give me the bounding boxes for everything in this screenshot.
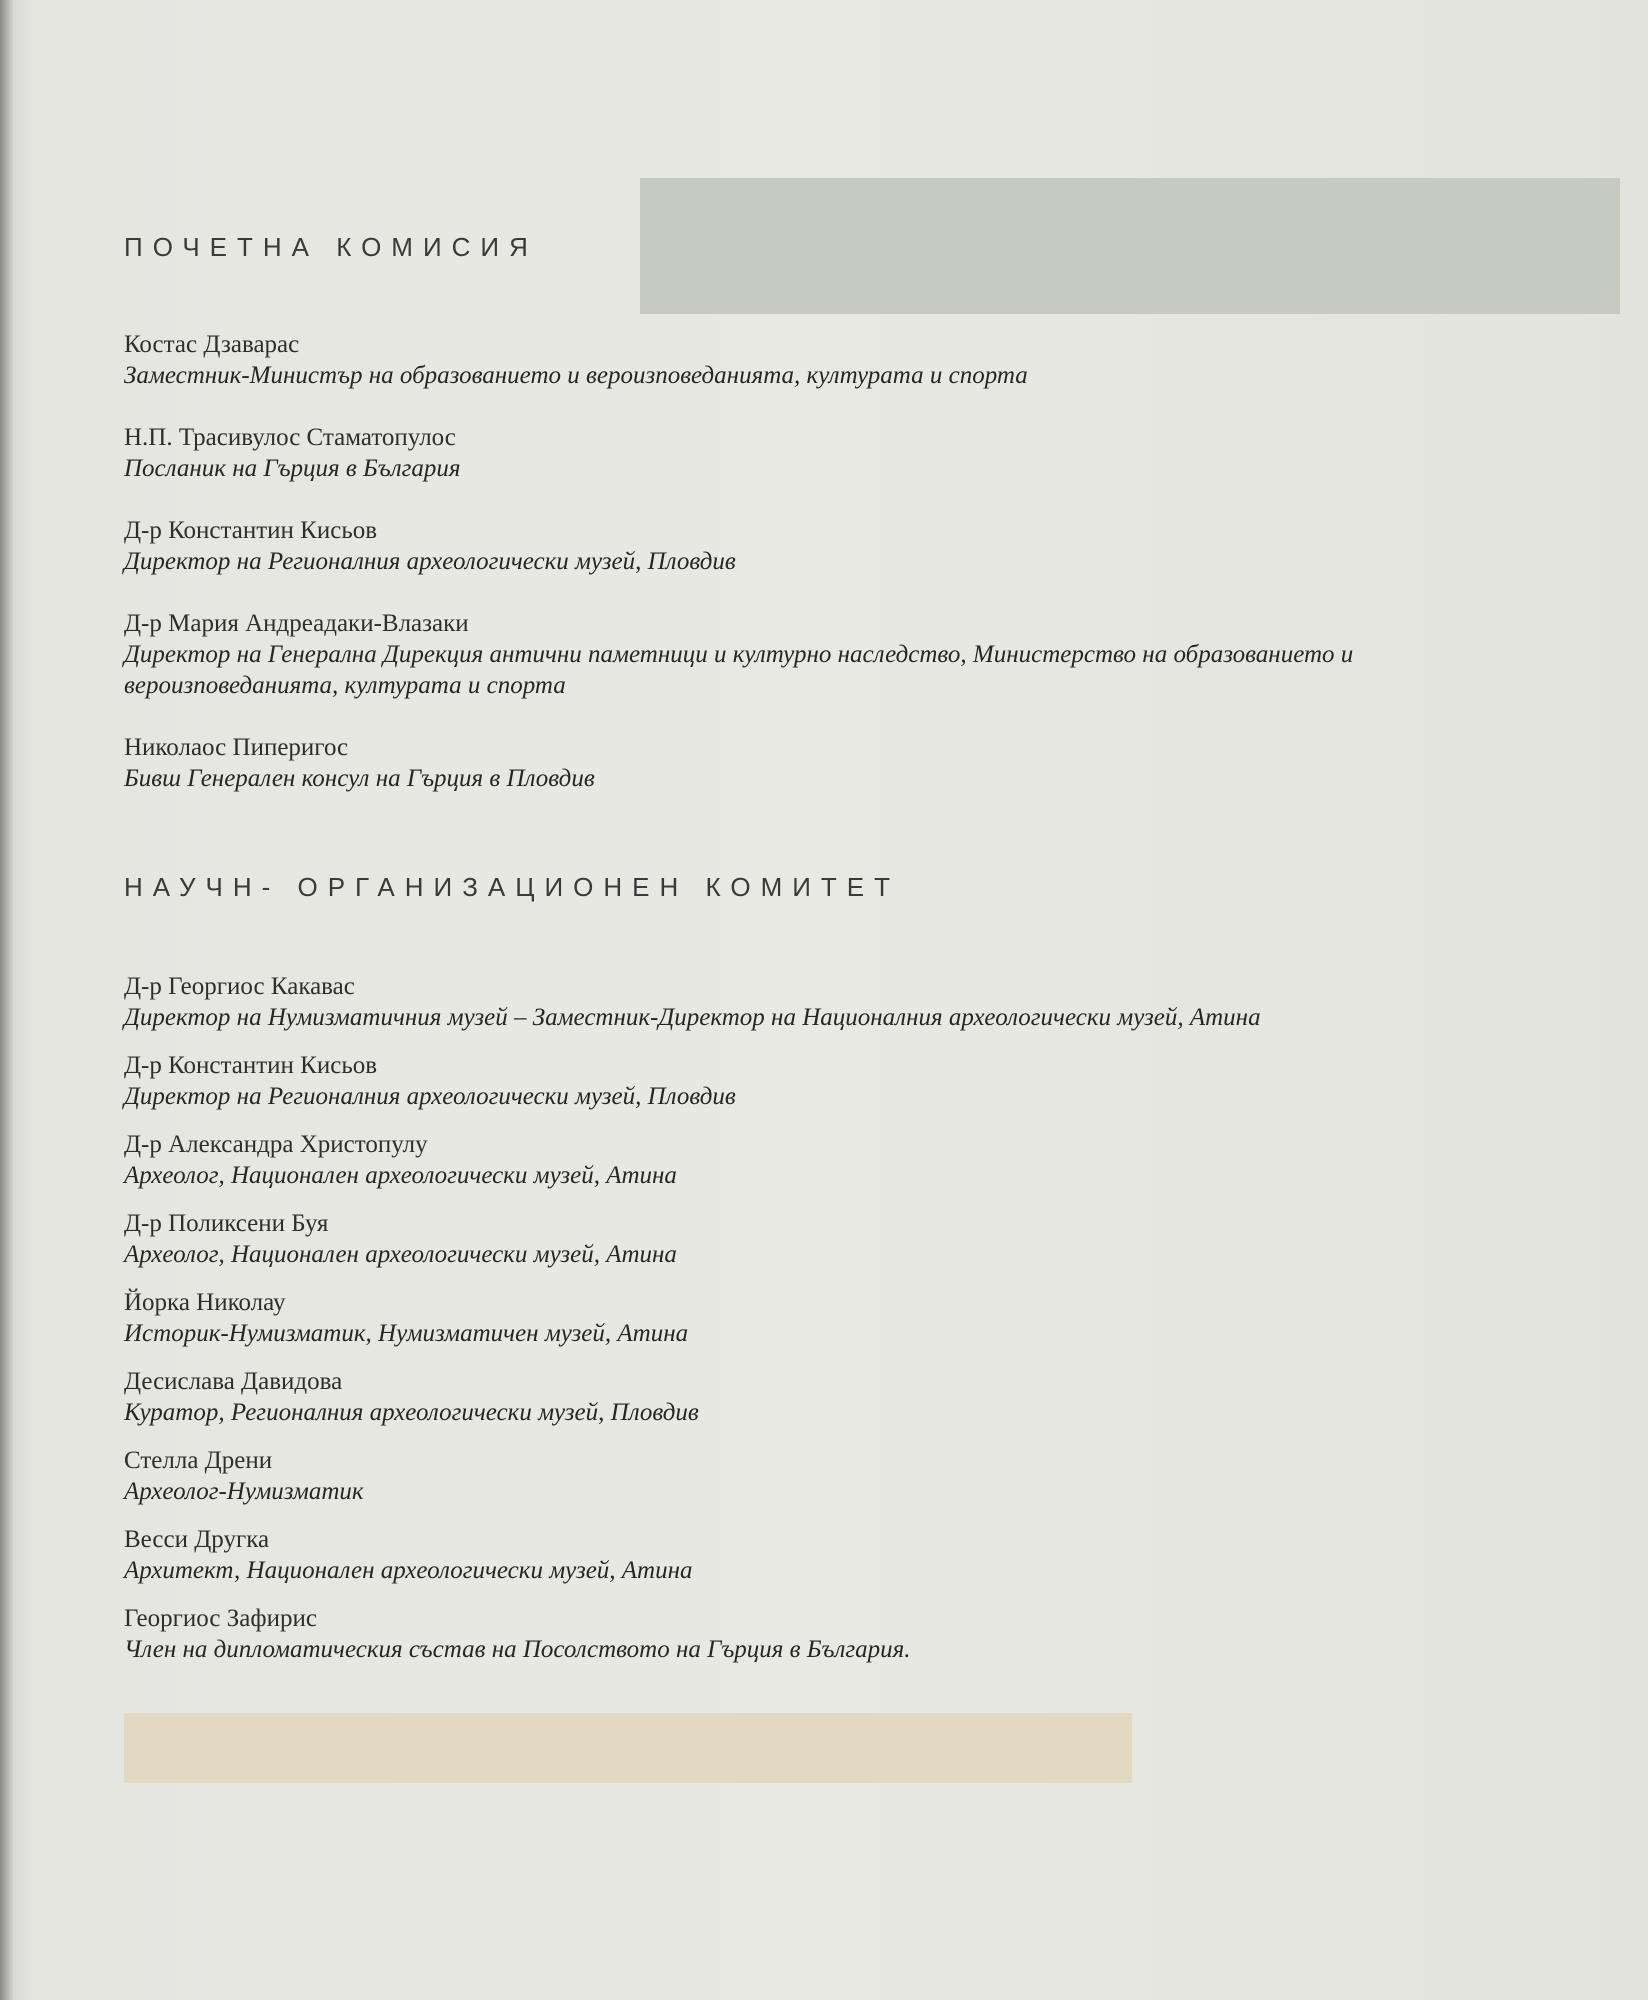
member-name: Йорка Николау [124,1289,286,1316]
member-name: Д-р Константин Кисьов [124,517,378,544]
list-item [124,1366,1524,1428]
list-item [124,608,1524,701]
member-name: Георгиос Зафирис [124,1605,317,1632]
honorary-committee-list [124,329,1524,825]
member-name: Весси Другка [124,1526,270,1553]
list-item [124,1129,1524,1191]
member-name: Десислава Давидова [124,1368,343,1395]
member-role: Директор на Регионалния археологически музей, Пловдив [124,548,736,575]
decorative-tan-band [124,1713,1132,1783]
member-role: Архитект, Национален археологически музей, Атина [124,1557,693,1584]
member-name: Николаос Пиперигос [124,734,349,761]
member-role: Директор на Регионалния археологически музей, Пловдив [124,1083,736,1110]
member-name: Д-р Георгиос Какавас [124,973,355,1000]
member-name: Д-р Александра Христопулу [124,1131,428,1158]
list-item [124,515,1524,577]
list-item [124,1208,1524,1270]
book-spine-shadow [0,0,14,2000]
member-name: Стелла Дрени [124,1447,273,1474]
member-role: Директор на Генерална Дирекция антични паметници и културно наследство, Министерсmво на образованието и вероизповеданията, културата и спорта [124,641,1354,699]
member-role: Археолог-Нумизматик [124,1478,364,1505]
member-name: Д-р Константин Кисьов [124,1052,378,1079]
list-item [124,1445,1524,1507]
member-role: Бивш Генерален консул на Гърция в Пловдив [124,765,595,792]
member-role: Археолог, Национален археологически музей, Атина [124,1162,677,1189]
decorative-green-band [640,178,1620,314]
member-role: Археолог, Национален археологически музей, Атина [124,1241,677,1268]
member-name: Д-р Поликсени Буя [124,1210,329,1237]
list-item [124,329,1524,391]
list-item [124,422,1524,484]
list-item [124,1603,1524,1665]
member-role: Заместник-Министър на образованието и вероизповеданията, културата и спорта [124,362,1028,389]
member-role: Посланик на Гърция в България [124,455,461,482]
member-role: Член на дипломатическия състав на Посолството на Гърция в България. [124,1636,911,1663]
member-role: Куратор, Регионалния археологически музей, Пловдив [124,1399,699,1426]
scientific-committee-list [124,971,1524,1682]
list-item [124,1050,1524,1112]
member-name: Д-р Мария Андреадаки-Влазаки [124,610,469,637]
list-item [124,1287,1524,1349]
list-item [124,1524,1524,1586]
member-role: Историк-Нумизматик, Нумизматичен музей, Атина [124,1320,689,1347]
member-name: Костас Дзаварас [124,331,300,358]
member-name: Н.П. Трасивулос Стаматопулос [124,424,456,451]
section-title-scientific-committee: НАУЧН- ОРГАНИЗАЦИОНЕН КОМИТЕТ [124,872,901,902]
list-item [124,971,1524,1033]
list-item [124,732,1524,794]
section-title-honorary-committee: ПОЧЕТНА КОМИСИЯ [124,232,538,262]
member-role: Директор на Нумизматичния музей – Заместник-Директор на Националния археологически музей, Атина [124,1004,1261,1031]
